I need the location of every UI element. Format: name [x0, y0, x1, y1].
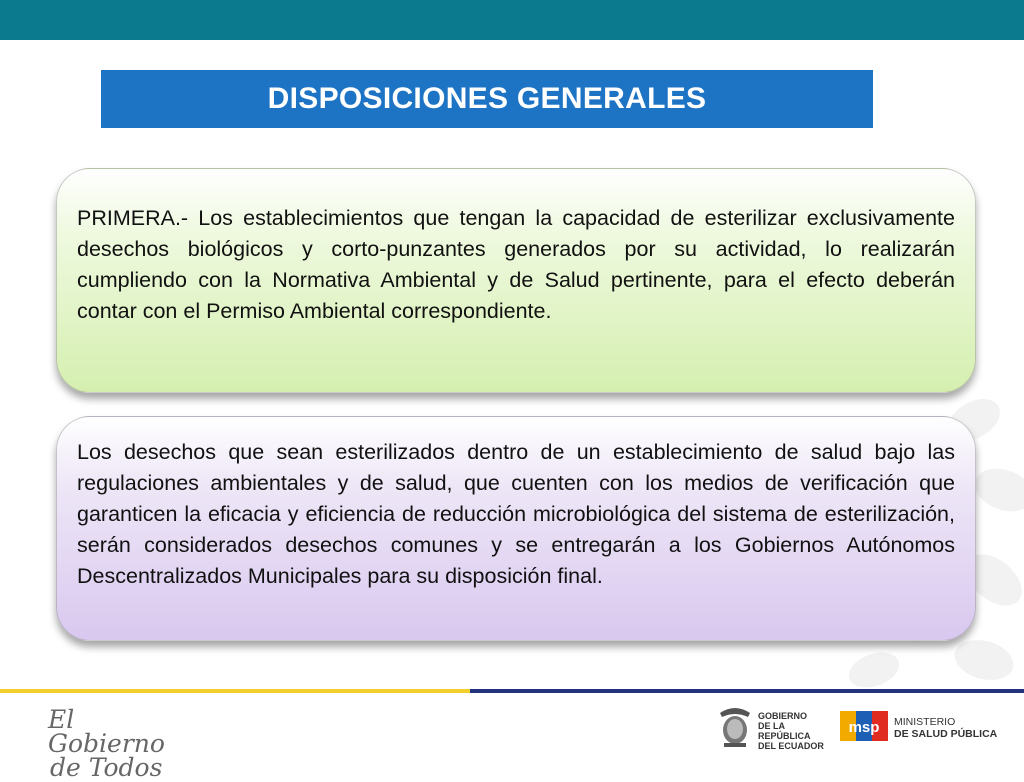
desechos-disposition-card — [56, 416, 976, 641]
msp-logo — [840, 703, 1000, 751]
primera-disposition-text: PRIMERA.- Los establecimientos que tengan la capacidad de esterilizar exclusivamente desechos biológicos y corto-punzantes generados por su actividad, lo realizarán cumpliendo con la Normativa Ambiental y de Salud pertinente, para el efecto deberán contar con el Permiso Ambiental correspondiente. — [77, 206, 955, 323]
gov-logo-line-1: GOBIERNO — [758, 711, 808, 721]
footer-divider — [0, 689, 1024, 693]
msp-mark-text: msp — [848, 719, 880, 736]
msp-line-2: DE SALUD PÚBLICA — [894, 728, 998, 740]
gobierno-ecuador-text — [758, 711, 834, 751]
slide-title-box — [101, 70, 873, 128]
msp-text — [894, 716, 997, 740]
ecuador-coat-of-arms-icon — [716, 703, 754, 749]
footer-divider-yellow — [0, 689, 470, 693]
gobierno-ecuador-logo — [716, 703, 834, 751]
msp-mark-icon — [840, 703, 890, 749]
primera-disposition-card — [56, 168, 976, 393]
msp-line-1: MINISTERIO — [894, 716, 956, 728]
top-bar — [0, 0, 1024, 40]
gobierno-de-todos-slogan — [48, 705, 188, 782]
footer-divider-blue — [470, 689, 1024, 693]
gov-logo-line-3: DEL ECUADOR — [758, 741, 824, 751]
slogan-line-1: El Gobierno — [48, 705, 165, 758]
desechos-disposition-text: Los desechos que sean esterilizados dentro de un establecimiento de salud bajo las regulaciones ambientales y de salud, que cuenten con los medios de verificación que garanticen la eficacia y eficiencia de reducción microbiológica del sistema de esterilización, serán considerados desechos comunes y se entregarán a los Gobiernos Autónomos Descentralizados Municipales para su disposición final. — [77, 440, 955, 588]
gov-logo-line-2: DE LA REPÚBLICA — [758, 721, 811, 741]
slogan-line-2: de Todos — [50, 753, 163, 782]
slide-title: DISPOSICIONES GENERALES — [267, 82, 707, 115]
